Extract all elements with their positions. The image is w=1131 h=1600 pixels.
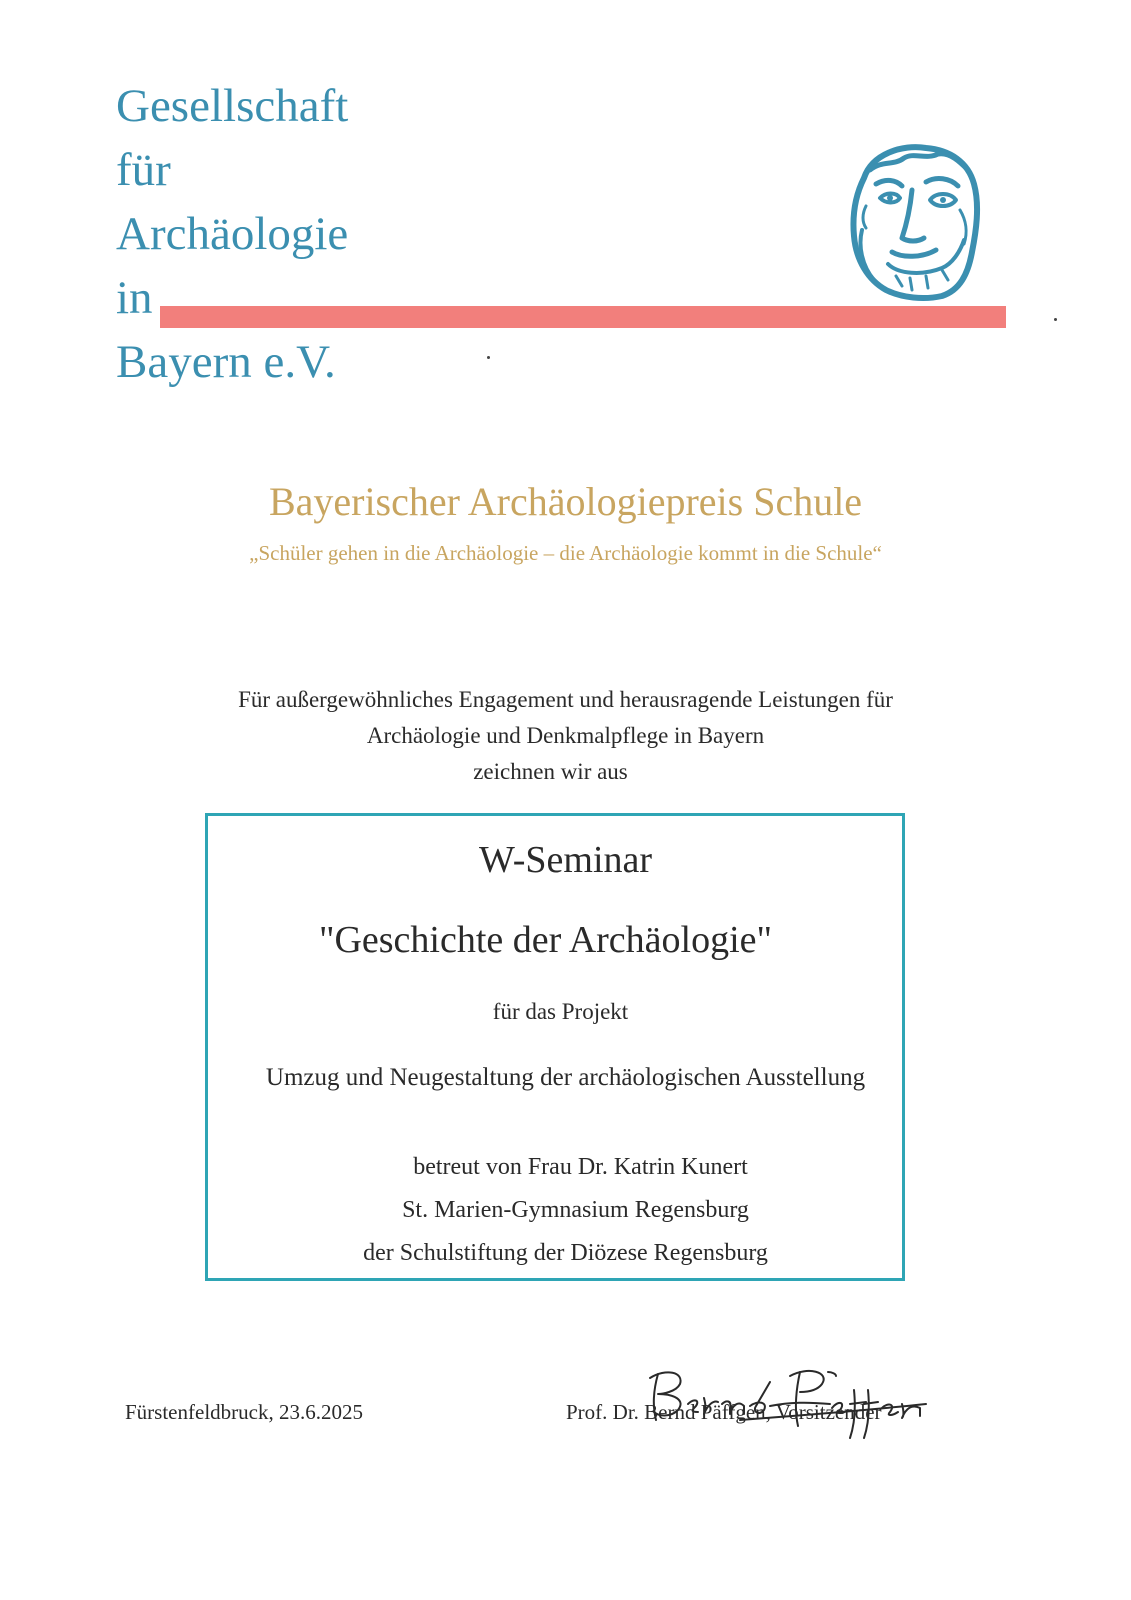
organization-name-line: für: [116, 144, 171, 196]
organization-name-line: Gesellschaft: [116, 80, 349, 132]
scan-speck: [1054, 318, 1057, 321]
handwritten-signature: [640, 1360, 930, 1440]
intro-line: zeichnen wir aus: [473, 759, 628, 784]
project-name: Umzug und Neugestaltung der archäologischen Ausstellung: [265, 1064, 866, 1091]
signer-name: Prof. Dr. Bernd Päffgen, Vorsitzender: [566, 1400, 882, 1424]
prize-title: Bayerischer Archäologiepreis Schule: [268, 479, 863, 524]
school-name: St. Marien-Gymnasium Regensburg: [402, 1197, 749, 1223]
intro-line: Für außergewöhnliches Engagement und herausragende Leistungen für: [238, 687, 893, 712]
foundation-name: der Schulstiftung der Diözese Regensburg: [363, 1240, 768, 1266]
archaeological-head-relief-icon: [842, 140, 982, 302]
seminar-type: W-Seminar: [478, 839, 653, 881]
intro-line: Archäologie und Denkmalpflege in Bayern: [366, 723, 765, 748]
award-intro: [0, 682, 1131, 790]
supervisor: betreut von Frau Dr. Katrin Kunert: [413, 1154, 748, 1180]
seminar-title: "Geschichte der Archäologie": [318, 919, 773, 961]
accent-red-bar: [160, 306, 1006, 328]
prize-subtitle: „Schüler gehen in die Archäologie – die Archäologie kommt in die Schule“: [249, 541, 882, 565]
organization-name-line: Archäologie: [116, 208, 349, 260]
place-and-date: Fürstenfeldbruck, 23.6.2025: [125, 1400, 363, 1424]
organization-name: [116, 74, 348, 394]
organization-name-line: in: [116, 272, 153, 324]
scan-speck: [487, 356, 490, 359]
organization-name-line: Bayern e.V.: [116, 336, 336, 388]
for-project-label: für das Projekt: [492, 999, 629, 1024]
